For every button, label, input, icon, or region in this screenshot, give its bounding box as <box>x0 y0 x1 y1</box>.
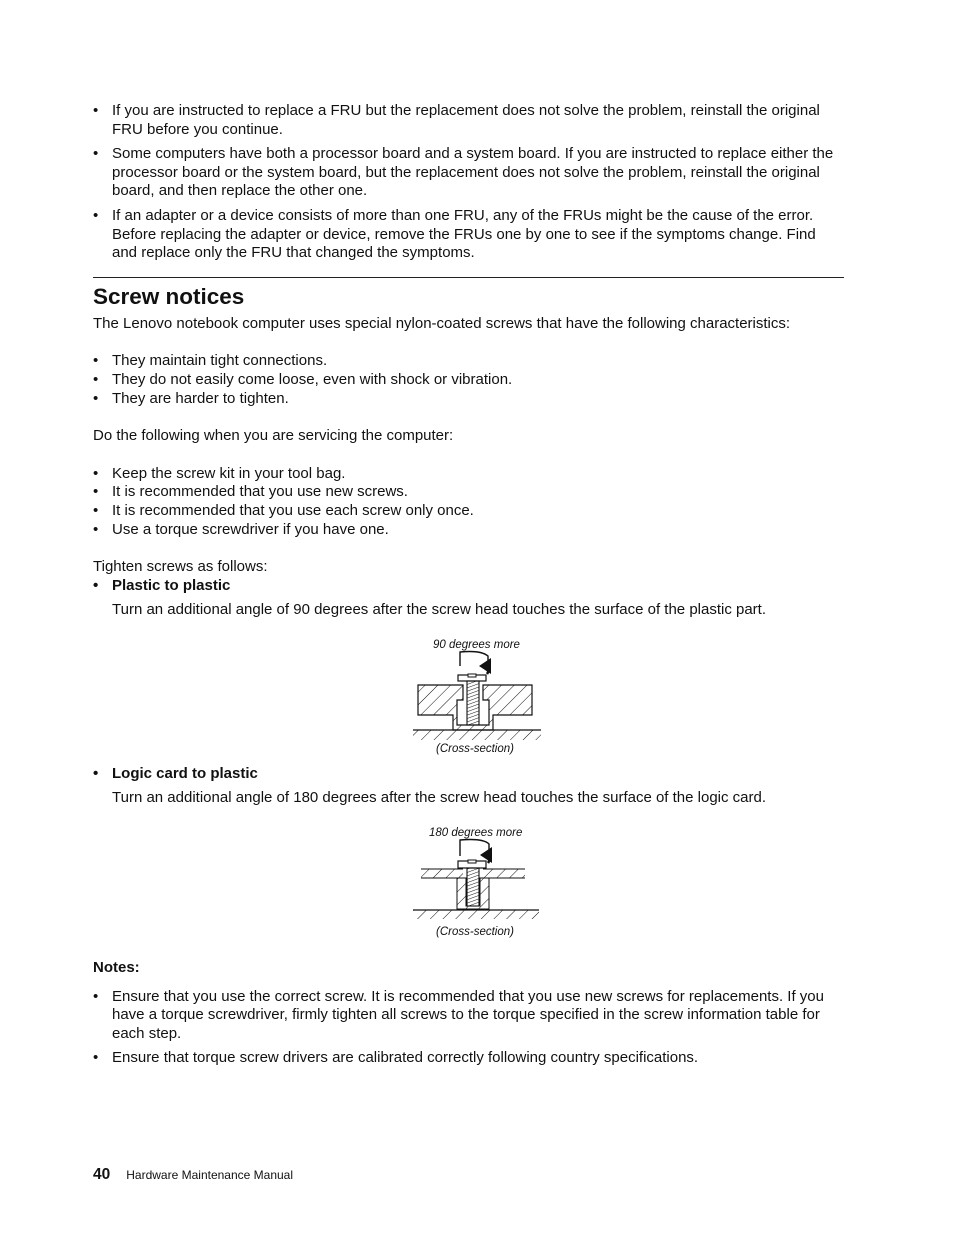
plastic-figure-top-caption: 90 degrees more <box>433 638 520 651</box>
logic-text: Turn an additional angle of 180 degrees after the screw head touches the surface of the logic card. <box>112 789 767 807</box>
logic-cross-section-diagram <box>413 834 543 934</box>
list-item: • Ensure that torque screw drivers are calibrated correctly following country specifications. <box>93 1049 844 1068</box>
section-title: Screw notices <box>93 283 245 309</box>
servicing-list <box>93 465 844 539</box>
logic-figure <box>93 818 844 948</box>
list-item: • They do not easily come loose, even with shock or vibration. <box>93 371 844 390</box>
rotate-arrow-icon <box>460 651 491 674</box>
plastic-cross-section-diagram <box>413 646 543 750</box>
list-item: • Some computers have both a processor board and a system board. If you are instructed to replace either the processor board or the system board, but the replacement does not solve the problem, reinstall the original board, and then replace the other one. <box>93 145 844 201</box>
manual-title: Hardware Maintenance Manual <box>126 1168 294 1182</box>
rotate-arrow-icon <box>460 840 492 864</box>
notes-title: Notes: <box>93 959 140 977</box>
section-divider <box>93 277 844 278</box>
top-bullet-list <box>93 102 844 263</box>
list-item: • If you are instructed to replace a FRU but the replacement does not solve the problem, reinstall the original FRU before you continue. <box>93 102 844 139</box>
list-item: • Keep the screw kit in your tool bag. <box>93 465 844 484</box>
page-content <box>93 102 844 1074</box>
plastic-text: Turn an additional angle of 90 degrees after the screw head touches the surface of the plastic part. <box>112 601 767 619</box>
list-item: • They are harder to tighten. <box>93 390 844 409</box>
notes-list <box>93 988 844 1068</box>
logic-figure-bottom-caption: (Cross-section) <box>436 926 514 939</box>
logic-figure-top-caption: 180 degrees more <box>429 827 523 840</box>
servicing-intro: Do the following when you are servicing the computer: <box>93 427 454 445</box>
list-item: • They maintain tight connections. <box>93 352 844 371</box>
plastic-heading: • Plastic to plastic <box>93 577 844 596</box>
list-item: • Use a torque screwdriver if you have one. <box>93 521 844 540</box>
plastic-figure <box>93 630 844 762</box>
characteristics-list <box>93 352 844 408</box>
logic-heading: • Logic card to plastic <box>93 765 844 784</box>
intro-paragraph: The Lenovo notebook computer uses special nylon-coated screws that have the following characteristics: <box>93 314 791 332</box>
page-number: 40 <box>93 1166 111 1183</box>
list-item: • If an adapter or a device consists of more than one FRU, any of the FRUs might be the cause of the error. Before replacing the adapter or device, remove the FRUs one by one to see if the symptoms change. Find and replace only the FRU that changed the symptoms. <box>93 207 844 263</box>
page-footer <box>93 1166 293 1185</box>
list-item: • It is recommended that you use new screws. <box>93 483 844 502</box>
list-item: • It is recommended that you use each screw only once. <box>93 502 844 521</box>
list-item: • Ensure that you use the correct screw. It is recommended that you use new screws for replacements. If you have a torque screwdriver, firmly tighten all screws to the torque specified in the screw information table for each step. <box>93 988 844 1044</box>
plastic-figure-bottom-caption: (Cross-section) <box>436 742 514 755</box>
tighten-intro: Tighten screws as follows: <box>93 558 268 576</box>
